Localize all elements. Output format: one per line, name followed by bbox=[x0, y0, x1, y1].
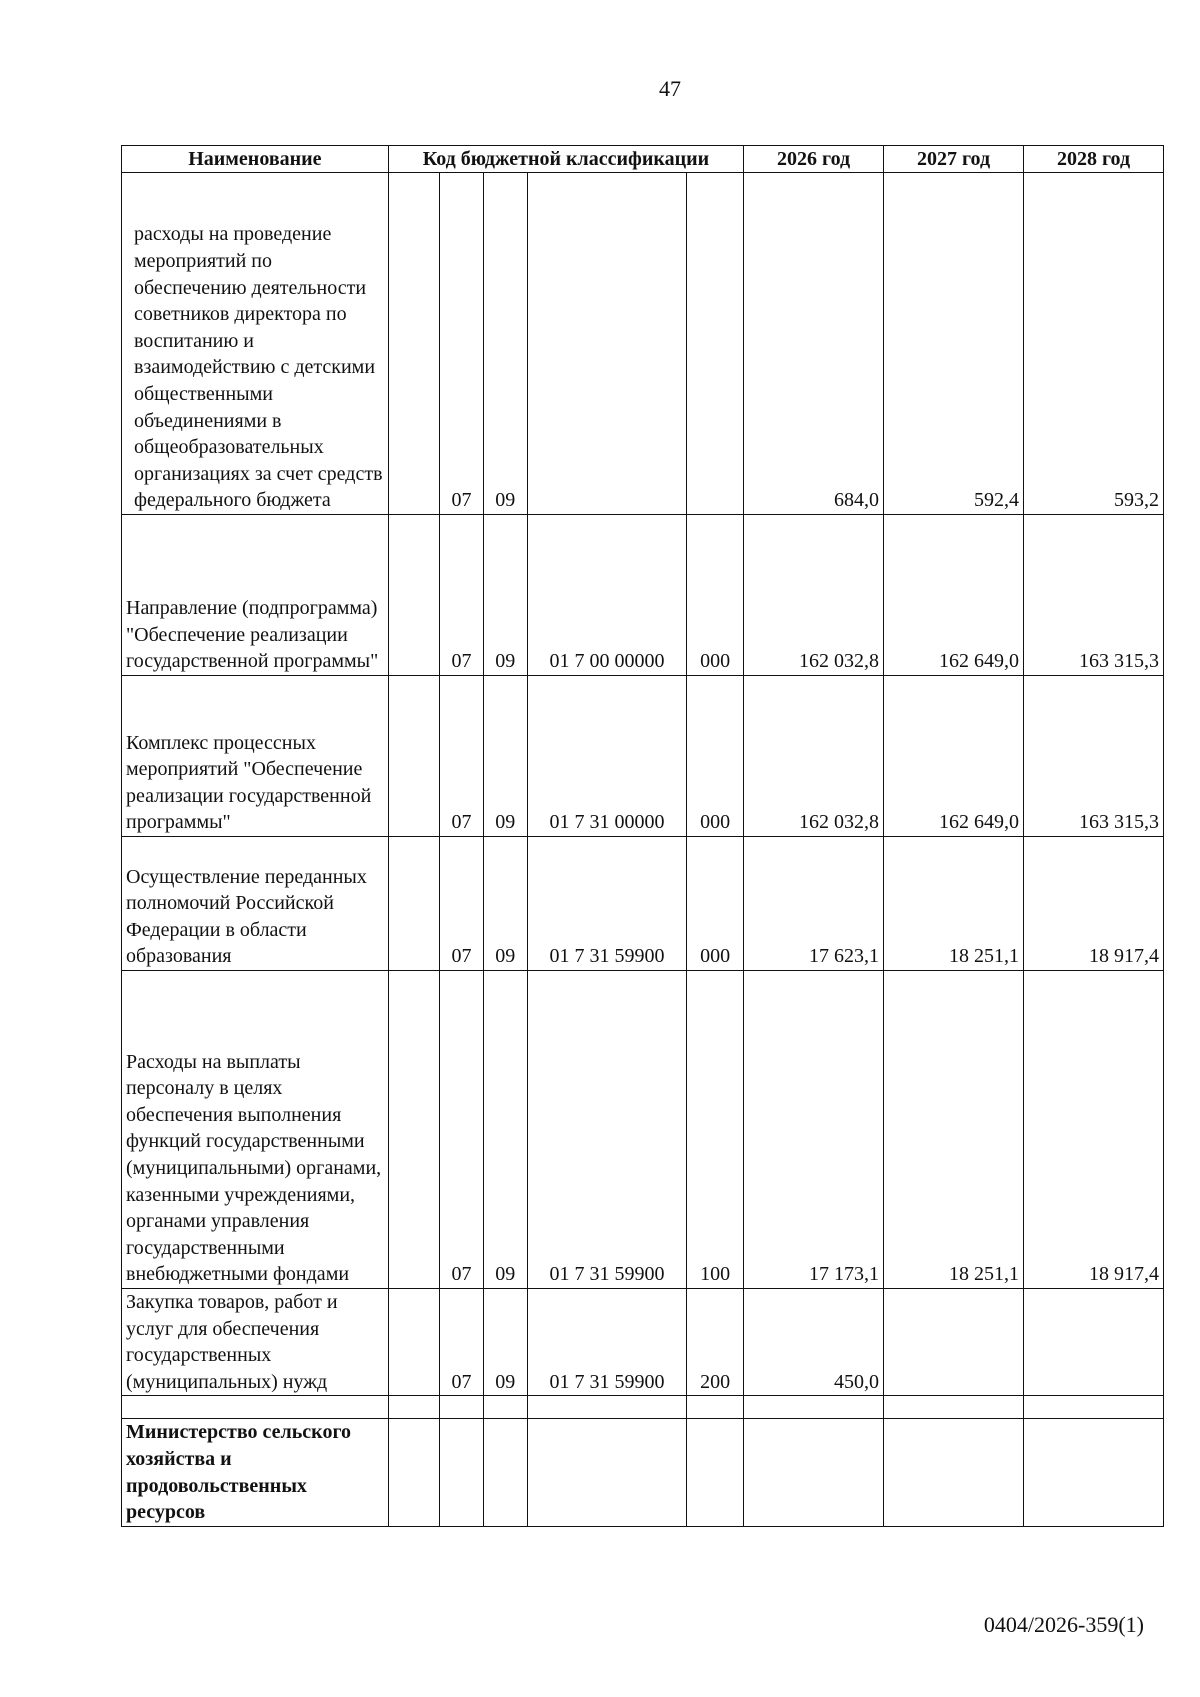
table-row bbox=[122, 971, 1164, 1289]
code-pr: 09 bbox=[483, 676, 527, 837]
code-rz: 07 bbox=[440, 971, 484, 1289]
code-gr bbox=[388, 971, 439, 1289]
table-row bbox=[122, 173, 1164, 515]
code-pr: 09 bbox=[483, 173, 527, 515]
row-name: Комплекс процессных мероприятий "Обеспечение реализации государственной программы" bbox=[122, 676, 389, 837]
document-code: 0404/2026-359(1) bbox=[983, 1612, 1144, 1637]
row-name: Расходы на выплаты персоналу в целях обеспечения выполнения функций государственными (муниципальными) органами, казенными учреждениями, органами управления государственными внебюджетными фондами bbox=[122, 971, 389, 1289]
value-2027: 162 649,0 bbox=[884, 676, 1024, 837]
code-rz: 07 bbox=[440, 515, 484, 676]
value-2026: 450,0 bbox=[744, 1289, 884, 1396]
value-2026: 162 032,8 bbox=[744, 676, 884, 837]
code-csr: 01 7 31 59900 bbox=[527, 1289, 687, 1396]
code-vr bbox=[687, 173, 744, 515]
code-vr: 200 bbox=[687, 1289, 744, 1396]
code-rz: 07 bbox=[440, 1289, 484, 1396]
code-gr bbox=[388, 1289, 439, 1396]
header-row bbox=[122, 146, 1164, 173]
row-name: Направление (подпрограмма) "Обеспечение реализации государственной программы" bbox=[122, 515, 389, 676]
value-2026: 17 623,1 bbox=[744, 837, 884, 971]
header-name: Наименование bbox=[122, 146, 389, 173]
value-2026: 684,0 bbox=[744, 173, 884, 515]
code-rz: 07 bbox=[440, 676, 484, 837]
ministry-name: Министерство сельского хозяйства и продовольственных ресурсов bbox=[122, 1419, 389, 1526]
code-vr: 000 bbox=[687, 837, 744, 971]
table-row bbox=[122, 676, 1164, 837]
code-vr: 000 bbox=[687, 676, 744, 837]
ministry-row bbox=[122, 1419, 1164, 1526]
value-2028 bbox=[1024, 1289, 1164, 1396]
code-csr bbox=[527, 173, 687, 515]
row-name: расходы на проведение мероприятий по обеспечению деятельности советников директора по воспитанию и взаимодействию с детскими общественными объединениями в общеобразовательных организациях за счет средств федерального бюджета bbox=[122, 173, 389, 515]
header-2027: 2027 год bbox=[884, 146, 1024, 173]
value-2028: 593,2 bbox=[1024, 173, 1164, 515]
value-2027: 18 251,1 bbox=[884, 837, 1024, 971]
header-2028: 2028 год bbox=[1024, 146, 1164, 173]
code-gr bbox=[388, 676, 439, 837]
code-vr: 000 bbox=[687, 515, 744, 676]
value-2028: 163 315,3 bbox=[1024, 515, 1164, 676]
code-csr: 01 7 31 59900 bbox=[527, 971, 687, 1289]
code-pr: 09 bbox=[483, 1289, 527, 1396]
value-2027 bbox=[884, 1289, 1024, 1396]
table-row bbox=[122, 837, 1164, 971]
value-2026: 162 032,8 bbox=[744, 515, 884, 676]
code-pr: 09 bbox=[483, 515, 527, 676]
value-2027: 18 251,1 bbox=[884, 971, 1024, 1289]
code-gr bbox=[388, 173, 439, 515]
empty-row bbox=[122, 1396, 1164, 1419]
budget-table bbox=[121, 145, 1164, 1527]
value-2028: 163 315,3 bbox=[1024, 676, 1164, 837]
code-rz: 07 bbox=[440, 837, 484, 971]
value-2028: 18 917,4 bbox=[1024, 837, 1164, 971]
code-pr: 09 bbox=[483, 971, 527, 1289]
code-gr bbox=[388, 515, 439, 676]
row-name: Закупка товаров, работ и услуг для обеспечения государственных (муниципальных) нужд bbox=[122, 1289, 389, 1396]
code-csr: 01 7 31 00000 bbox=[527, 676, 687, 837]
code-csr: 01 7 31 59900 bbox=[527, 837, 687, 971]
value-2026: 17 173,1 bbox=[744, 971, 884, 1289]
value-2027: 162 649,0 bbox=[884, 515, 1024, 676]
header-2026: 2026 год bbox=[744, 146, 884, 173]
page-number: 47 bbox=[659, 76, 681, 101]
table-row bbox=[122, 1289, 1164, 1396]
code-rz: 07 bbox=[440, 173, 484, 515]
code-gr bbox=[388, 837, 439, 971]
table-row bbox=[122, 515, 1164, 676]
code-pr: 09 bbox=[483, 837, 527, 971]
code-csr: 01 7 00 00000 bbox=[527, 515, 687, 676]
row-name: Осуществление переданных полномочий Российской Федерации в области образования bbox=[122, 837, 389, 971]
value-2028: 18 917,4 bbox=[1024, 971, 1164, 1289]
code-vr: 100 bbox=[687, 971, 744, 1289]
value-2027: 592,4 bbox=[884, 173, 1024, 515]
header-code: Код бюджетной классификации bbox=[388, 146, 743, 173]
